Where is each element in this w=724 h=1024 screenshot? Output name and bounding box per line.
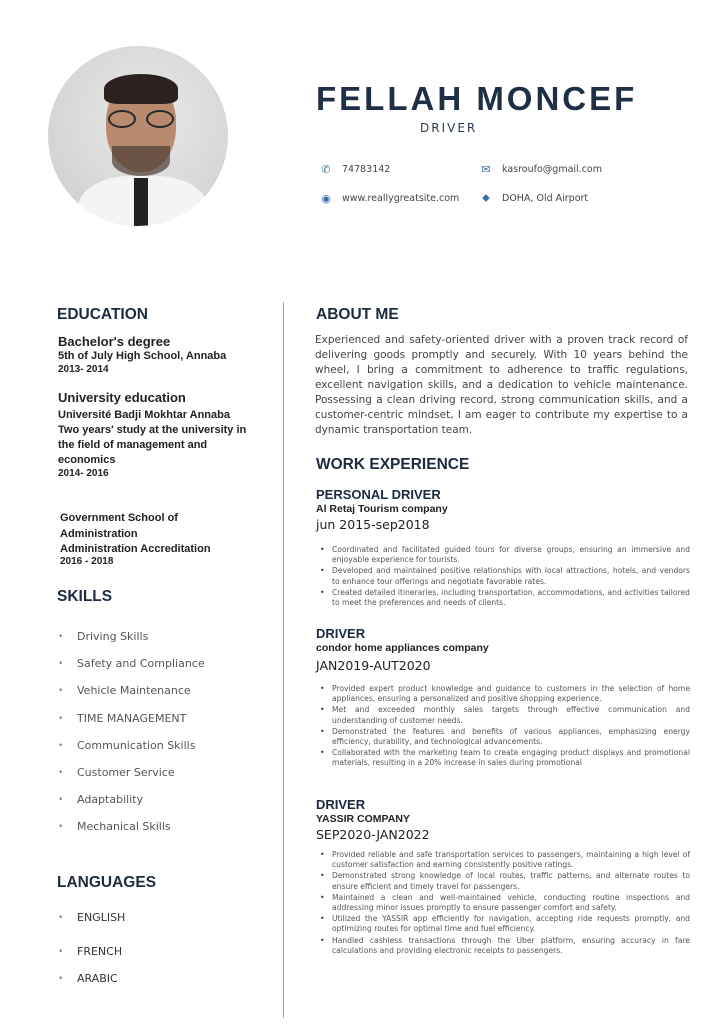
- job-bullets: [318, 850, 690, 957]
- column-divider: [283, 302, 284, 1018]
- list-item: • TIME MANAGEMENT: [58, 712, 205, 739]
- list-item: • FRENCH: [58, 945, 125, 972]
- contact-website: [320, 192, 459, 204]
- skills-heading: SKILLS: [57, 588, 113, 605]
- job-company: Al Retaj Tourism company: [316, 503, 448, 515]
- list-item: • Demonstrated strong knowledge of local routes, traffic patterns, and alternate routes to ensure efficient and timely travel for passengers.: [318, 871, 690, 891]
- job-title: PERSONAL DRIVER: [316, 487, 441, 502]
- candidate-role: DRIVER: [420, 121, 478, 135]
- list-item: • Communication Skills: [58, 739, 205, 766]
- phone-text: 74783142: [342, 163, 391, 175]
- about-heading: ABOUT ME: [316, 306, 399, 323]
- about-text: Experienced and safety-oriented driver with a proven track record of delivering goods promptly and securely. With 10 years behind the wheel, I bring a commitment to adherence to traffic regulations, excellent navigation skills, and a dedication to vehicle maintenance. Possessing a clean driving record, strong communication skills, and a customer-centric mindset, I am eager to contribute my expertise to a dynamic transportation team.: [315, 334, 688, 436]
- list-item: • Utilized the YASSIR app efficiently for navigation, accepting ride requests promptly, and optimizing routes for optimal time and fuel efficiency.: [318, 914, 690, 934]
- languages-list: [58, 911, 125, 985]
- website-text: www.reallygreatsite.com: [342, 192, 460, 204]
- list-item: • Maintained a clean and well-maintained vehicle, conducting routine inspections and addressing minor issues promptly to ensure passenger comfort and safety.: [318, 893, 690, 913]
- list-item: • Provided expert product knowledge and guidance to customers in the selection of home appliances, ensuring a personalized and positive shopping experience.: [318, 684, 690, 704]
- email-text: kasroufo@gmail.com: [502, 163, 602, 175]
- job-company: condor home appliances company: [316, 642, 489, 654]
- candidate-name: FELLAH MONCEF: [316, 80, 638, 117]
- list-item: • Vehicle Maintenance: [58, 684, 205, 711]
- job-dates: jun 2015-sep2018: [316, 517, 430, 532]
- education-entry: Government School of Administration Administration Accreditation 2016 - 2018: [60, 512, 211, 567]
- contact-email: [480, 163, 602, 175]
- education-heading: EDUCATION: [57, 306, 148, 323]
- skills-list: [58, 630, 205, 848]
- list-item: • Customer Service: [58, 766, 205, 793]
- list-item: • Collaborated with the marketing team to create engaging product displays and promotional materials, resulting in a 20% increase in sales during promotional: [318, 748, 690, 768]
- list-item: • Mechanical Skills: [58, 820, 205, 847]
- list-item: • Provided reliable and safe transportation services to passengers, maintaining a high level of customer satisfaction and earning consistently positive ratings.: [318, 850, 690, 870]
- profile-photo: [48, 46, 228, 226]
- job-dates: JAN2019-AUT2020: [316, 658, 431, 673]
- languages-heading: LANGUAGES: [57, 874, 157, 891]
- list-item: • Developed and maintained positive relationships with local attractions, hotels, and vendors to enhance tour offerings and negotiate favorable rates.: [318, 566, 690, 586]
- list-item: • Met and exceeded monthly sales targets through effective communication and understanding of customer needs.: [318, 705, 690, 725]
- list-item: • Demonstrated the features and benefits of various appliances, emphasizing energy efficiency, durability, and technological advancements.: [318, 727, 690, 747]
- location-icon: ⬥: [482, 191, 490, 204]
- list-item: • ENGLISH: [58, 911, 125, 945]
- address-text: DOHA, Old Airport: [502, 192, 589, 204]
- list-item: • Created detailed itineraries, including transportation, accommodations, and activities tailored to meet the preferences and needs of clients.: [318, 588, 690, 608]
- email-icon: ✉: [481, 162, 491, 176]
- list-item: • Safety and Compliance: [58, 657, 205, 684]
- phone-icon: ✆: [321, 162, 331, 176]
- education-entry: University education Université Badji Mokhtar Annaba Two years' study at the university in the field of management and economics 2014- 2016: [58, 390, 247, 479]
- work-heading: WORK EXPERIENCE: [316, 456, 470, 473]
- education-entry: Bachelor's degree 5th of July High School, Annaba 2013- 2014: [58, 334, 227, 375]
- job-company: YASSIR COMPANY: [316, 813, 410, 825]
- list-item: • ARABIC: [58, 972, 125, 985]
- list-item: • Coordinated and facilitated guided tours for diverse groups, ensuring an immersive and enjoyable experience for tourists.: [318, 545, 690, 565]
- list-item: • Handled cashless transactions through the Uber platform, ensuring accuracy in fare calculations and providing electronic receipts to passengers.: [318, 936, 690, 956]
- list-item: • Driving Skills: [58, 630, 205, 657]
- job-bullets: [318, 545, 690, 609]
- list-item: • Adaptability: [58, 793, 205, 820]
- job-bullets: [318, 684, 690, 770]
- contact-address: [480, 192, 588, 204]
- job-title: DRIVER: [316, 626, 366, 641]
- contact-phone: [320, 163, 390, 175]
- job-title: DRIVER: [316, 797, 366, 812]
- web-icon: ◉: [321, 191, 331, 205]
- job-dates: SEP2020-JAN2022: [316, 827, 430, 842]
